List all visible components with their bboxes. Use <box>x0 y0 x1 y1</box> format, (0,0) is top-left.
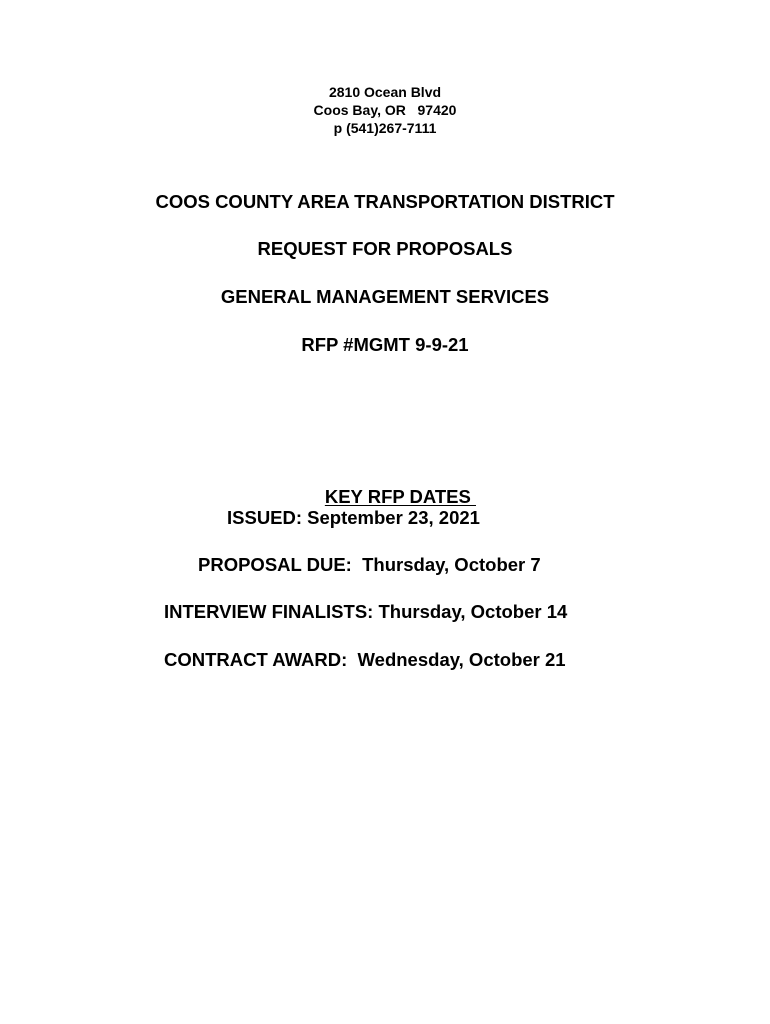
key-dates-heading: KEY RFP DATES <box>324 486 476 507</box>
contract-award-date: CONTRACT AWARD: Wednesday, October 21 <box>164 649 566 670</box>
issued-date: ISSUED: September 23, 2021 <box>227 507 480 528</box>
document-subject: GENERAL MANAGEMENT SERVICES <box>220 286 550 307</box>
interview-finalists-date: INTERVIEW FINALISTS: Thursday, October 14 <box>164 601 568 622</box>
document-type: REQUEST FOR PROPOSALS <box>257 238 513 259</box>
proposal-due-date: PROPOSAL DUE: Thursday, October 7 <box>198 554 541 575</box>
street-address: 2810 Ocean Blvd <box>328 84 442 100</box>
city-state-zip: Coos Bay, OR 97420 <box>313 102 457 118</box>
rfp-number: RFP #MGMT 9-9-21 <box>301 334 469 355</box>
organization-name: COOS COUNTY AREA TRANSPORTATION DISTRICT <box>155 191 615 212</box>
phone-number: p (541)267-7111 <box>333 120 437 136</box>
